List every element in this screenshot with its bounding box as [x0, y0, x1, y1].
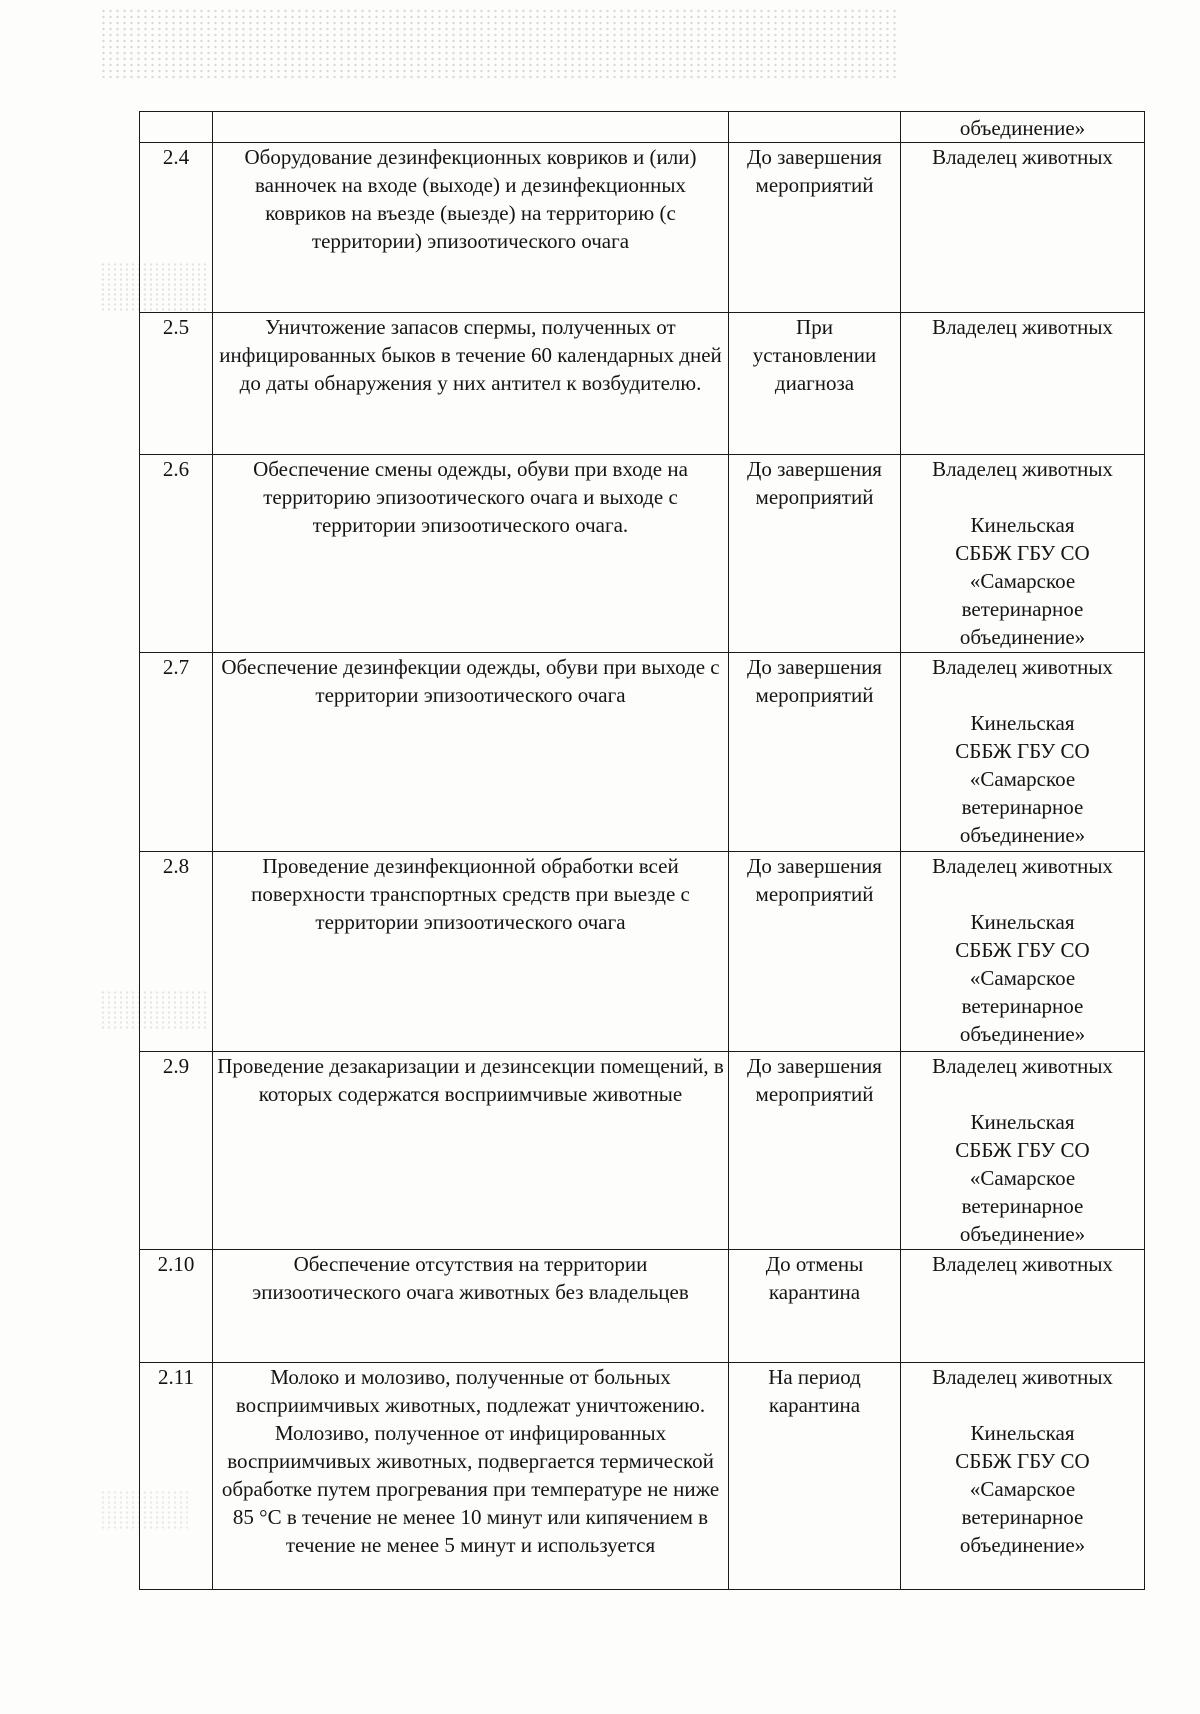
table-row: [140, 455, 1145, 653]
table-row: [140, 112, 1145, 143]
responsible-line: «Самарское: [969, 767, 1076, 791]
table-row: [140, 852, 1145, 1052]
table-row: [140, 1250, 1145, 1363]
responsible-line: ветеринарное: [961, 597, 1084, 621]
measure-responsible: [901, 455, 1145, 653]
responsible-line: «Самарское: [969, 1477, 1076, 1501]
measure-description: Уничтожение запасов спермы, полученных от инфицированных быков в течение 60 календарных дней до даты обнаружения у них антител к возбудителю.: [213, 313, 729, 455]
responsible-line: [905, 1391, 1140, 1419]
measure-term: До завершения мероприятий: [729, 653, 901, 852]
scan-noise-top: [100, 8, 900, 78]
measure-term: До завершения мероприятий: [729, 455, 901, 653]
responsible-line: [905, 1080, 1140, 1108]
measure-description: Проведение дезакаризации и дезинсекции помещений, в которых содержатся восприимчивые животные: [213, 1052, 729, 1250]
row-number: 2.6: [140, 455, 213, 653]
measure-description: Проведение дезинфекционной обработки всей поверхности транспортных средств при выезде с территории эпизоотического очага: [213, 852, 729, 1052]
measure-description: Обеспечение смены одежды, обуви при входе на территорию эпизоотического очага и выходе с территории эпизоотического очага.: [213, 455, 729, 653]
measure-term: До завершения мероприятий: [729, 852, 901, 1052]
responsible-line: ветеринарное: [961, 795, 1084, 819]
responsible-line: [905, 681, 1140, 709]
responsible-line: объединение»: [959, 116, 1086, 140]
measure-description: Оборудование дезинфекционных ковриков и (или) ванночек на входе (выходе) и дезинфекционных ковриков на въезде (выезде) на территорию (с территории) эпизоотического очага: [213, 143, 729, 313]
responsible-line: Владелец животных: [932, 1252, 1113, 1276]
table-row: [140, 1052, 1145, 1250]
measure-description: Молоко и молозиво, полученные от больных восприимчивых животных, подлежат уничтожению. Молозиво, полученное от инфицированных восприимчивых животных, подвергается термической обработке путем прогревания при температуре не ниже 85 °С в течение не менее 10 минут или кипячением в течение не менее 5 минут и используется: [213, 1363, 729, 1590]
responsible-line: Кинельская: [970, 1110, 1075, 1134]
responsible-line: Кинельская: [970, 1421, 1075, 1445]
responsible-line: [905, 483, 1140, 511]
measure-responsible: [901, 1250, 1145, 1363]
responsible-line: Кинельская: [970, 711, 1075, 735]
responsible-line: ветеринарное: [961, 1505, 1084, 1529]
responsible-line: ветеринарное: [961, 994, 1084, 1018]
measure-description: [213, 112, 729, 143]
measure-responsible: [901, 653, 1145, 852]
row-number: 2.4: [140, 143, 213, 313]
responsible-line: Владелец животных: [932, 1365, 1113, 1389]
row-number: 2.5: [140, 313, 213, 455]
table-row: [140, 143, 1145, 313]
row-number: 2.8: [140, 852, 213, 1052]
table-body: [140, 112, 1145, 1590]
responsible-line: Кинельская: [970, 910, 1075, 934]
responsible-line: Владелец животных: [932, 457, 1113, 481]
responsible-line: Владелец животных: [932, 854, 1113, 878]
row-number: 2.10: [140, 1250, 213, 1363]
measure-term: До отмены карантина: [729, 1250, 901, 1363]
responsible-line: Владелец животных: [932, 655, 1113, 679]
responsible-line: объединение»: [959, 1533, 1086, 1557]
measure-term: До завершения мероприятий: [729, 1052, 901, 1250]
responsible-line: Владелец животных: [932, 315, 1113, 339]
measure-responsible: [901, 143, 1145, 313]
row-number: 2.7: [140, 653, 213, 852]
measure-description: Обеспечение отсутствия на территории эпизоотического очага животных без владельцев: [213, 1250, 729, 1363]
responsible-line: объединение»: [959, 823, 1086, 847]
row-number: [140, 112, 213, 143]
measure-responsible: [901, 852, 1145, 1052]
responsible-line: объединение»: [959, 1222, 1086, 1246]
responsible-line: ветеринарное: [961, 1194, 1084, 1218]
measure-responsible: [901, 313, 1145, 455]
measure-description: Обеспечение дезинфекции одежды, обуви при выходе с территории эпизоотического очага: [213, 653, 729, 852]
responsible-line: объединение»: [959, 1022, 1086, 1046]
measure-term: [729, 112, 901, 143]
row-number: 2.11: [140, 1363, 213, 1590]
responsible-line: Владелец животных: [932, 145, 1113, 169]
measures-table: [139, 111, 1145, 1590]
measure-term: На период карантина: [729, 1363, 901, 1590]
responsible-line: [905, 880, 1140, 908]
measure-term: При установлении диагноза: [729, 313, 901, 455]
responsible-line: СББЖ ГБУ СО: [955, 1449, 1090, 1473]
measure-responsible: [901, 1363, 1145, 1590]
responsible-line: «Самарское: [969, 569, 1076, 593]
responsible-line: Владелец животных: [932, 1054, 1113, 1078]
measure-responsible: [901, 112, 1145, 143]
responsible-line: СББЖ ГБУ СО: [955, 541, 1090, 565]
measures-table-wrap: [139, 111, 1144, 1590]
responsible-line: СББЖ ГБУ СО: [955, 739, 1090, 763]
row-number: 2.9: [140, 1052, 213, 1250]
responsible-line: «Самарское: [969, 1166, 1076, 1190]
responsible-line: объединение»: [959, 625, 1086, 649]
table-row: [140, 1363, 1145, 1590]
responsible-line: «Самарское: [969, 966, 1076, 990]
responsible-line: СББЖ ГБУ СО: [955, 938, 1090, 962]
measure-responsible: [901, 1052, 1145, 1250]
measure-term: До завершения мероприятий: [729, 143, 901, 313]
table-row: [140, 653, 1145, 852]
responsible-line: Кинельская: [970, 513, 1075, 537]
table-row: [140, 313, 1145, 455]
responsible-line: СББЖ ГБУ СО: [955, 1138, 1090, 1162]
